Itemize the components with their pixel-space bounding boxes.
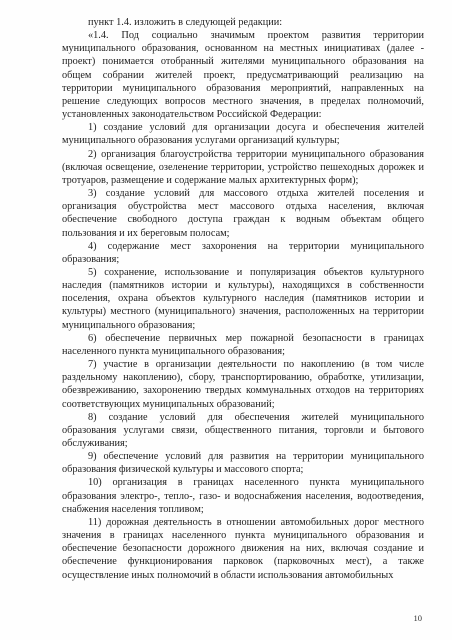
list-item-9: 9) обеспечение условий для развития на территории муниципального образования физической культуры и массового спорта; bbox=[62, 451, 424, 476]
list-item-6: 6) обеспечение первичных мер пожарной безопасности в границах населенного пункта муниципального образования; bbox=[62, 332, 424, 357]
paragraph-intro: пункт 1.4. изложить в следующей редакции: bbox=[88, 17, 283, 28]
document-body bbox=[62, 16, 424, 582]
paragraph-definition: «1.4. Под социально значимым проектом развития территории муниципального образования, основанном на местных инициативах (далее - проект) понимается отобранный жителями муниципального образования на общем собрании жителей проект, предусматривающий реализацию на территории муниципального образования мероприятий, направленных на решение следующих вопросов местного значения, в пределах полномочий, установленных законодательством Российской Федерации: bbox=[62, 30, 424, 121]
list-item-3: 3) создание условий для массового отдыха жителей поселения и организация обустройства мест массового отдыха населения, включая обеспечение свободного доступа граждан к водным объектам общего пользования и их береговым полосам; bbox=[62, 188, 424, 239]
list-item-2: 2) организация благоустройства территории муниципального образования (включая освещение, озеленение территории, устройство пешеходных дорожек и тротуаров, размещение и содержание малых архитектурных форм); bbox=[62, 148, 424, 186]
list-item-11: 11) дорожная деятельность в отношении автомобильных дорог местного значения в границах населенного пункта муниципального образования и обеспечение безопасности дорожного движения на них, включая создание и обеспечение функционирования парковок (парковочных мест), а также осуществление иных полномочий в области использования автомобильных bbox=[62, 516, 424, 581]
list-item-1: 1) создание условий для организации досуга и обеспечения жителей муниципального образования услугами организаций культуры; bbox=[62, 122, 424, 147]
list-item-4: 4) содержание мест захоронения на территории муниципального образования; bbox=[62, 240, 424, 265]
list-item-8: 8) создание условий для обеспечения жителей муниципального образования услугами связи, общественного питания, торговли и бытового обслуживания; bbox=[62, 411, 424, 449]
list-item-5: 5) сохранение, использование и популяризация объектов культурного наследия (памятников истории и культуры), находящихся в собственности поселения, охрана объектов культурного наследия (памятников истории и культуры) местного (муниципального) значения, расположенных на территории муниципального образования; bbox=[62, 266, 424, 331]
list-item-7: 7) участие в организации деятельности по накоплению (в том числе раздельному накоплению), сбору, транспортированию, обработке, утилизации, обезвреживанию, захоронению твердых коммунальных отходов на территориях соответствующих муниципальных образований; bbox=[62, 359, 424, 410]
list-item-10: 10) организация в границах населенного пункта муниципального образования электро-, тепло-, газо- и водоснабжения населения, водоотведения, снабжения населения топливом; bbox=[62, 477, 424, 515]
page-number: 10 bbox=[413, 613, 422, 623]
